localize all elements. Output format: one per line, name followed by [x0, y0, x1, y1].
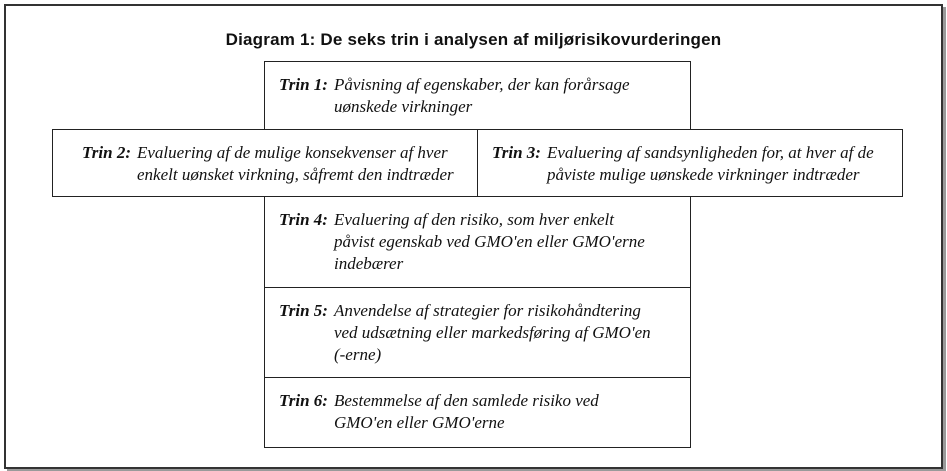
step-6-box — [264, 377, 691, 448]
step-1-label: Trin 1: — [279, 75, 328, 94]
step-5-label: Trin 5: — [279, 301, 328, 320]
step-4-label: Trin 4: — [279, 210, 328, 229]
step-2-label: Trin 2: — [82, 143, 131, 162]
diagram-title: Diagram 1: De seks trin i analysen af miljørisikovurderingen — [225, 30, 722, 49]
step-5-text: Anvendelse af strategier for risikohåndtering ved udsætning eller markedsføring af GMO'en (-erne) — [333, 301, 651, 364]
step-6-text: Bestemmelse af den samlede risiko ved GMO'en eller GMO'erne — [333, 391, 599, 432]
step-3-box — [477, 129, 903, 197]
step-4-text: Evaluering af den risiko, som hver enkelt påvist egenskab ved GMO'en eller GMO'erne indebærer — [333, 210, 645, 273]
step-2-box — [52, 129, 478, 197]
step-1-text: Påvisning af egenskaber, der kan forårsage uønskede virkninger — [333, 75, 630, 116]
step-5-box — [264, 287, 691, 378]
diagram-frame — [4, 4, 943, 469]
step-3-text: Evaluering af sandsynligheden for, at hver af de påviste mulige uønskede virkninger indtræder — [546, 143, 874, 184]
step-1-box — [264, 61, 691, 130]
step-6-label: Trin 6: — [279, 391, 328, 410]
step-2-text: Evaluering af de mulige konsekvenser af hver enkelt uønsket virkning, såfremt den indtræder — [137, 143, 454, 184]
step-4-box — [264, 196, 691, 288]
step-3-label: Trin 3: — [492, 143, 541, 162]
